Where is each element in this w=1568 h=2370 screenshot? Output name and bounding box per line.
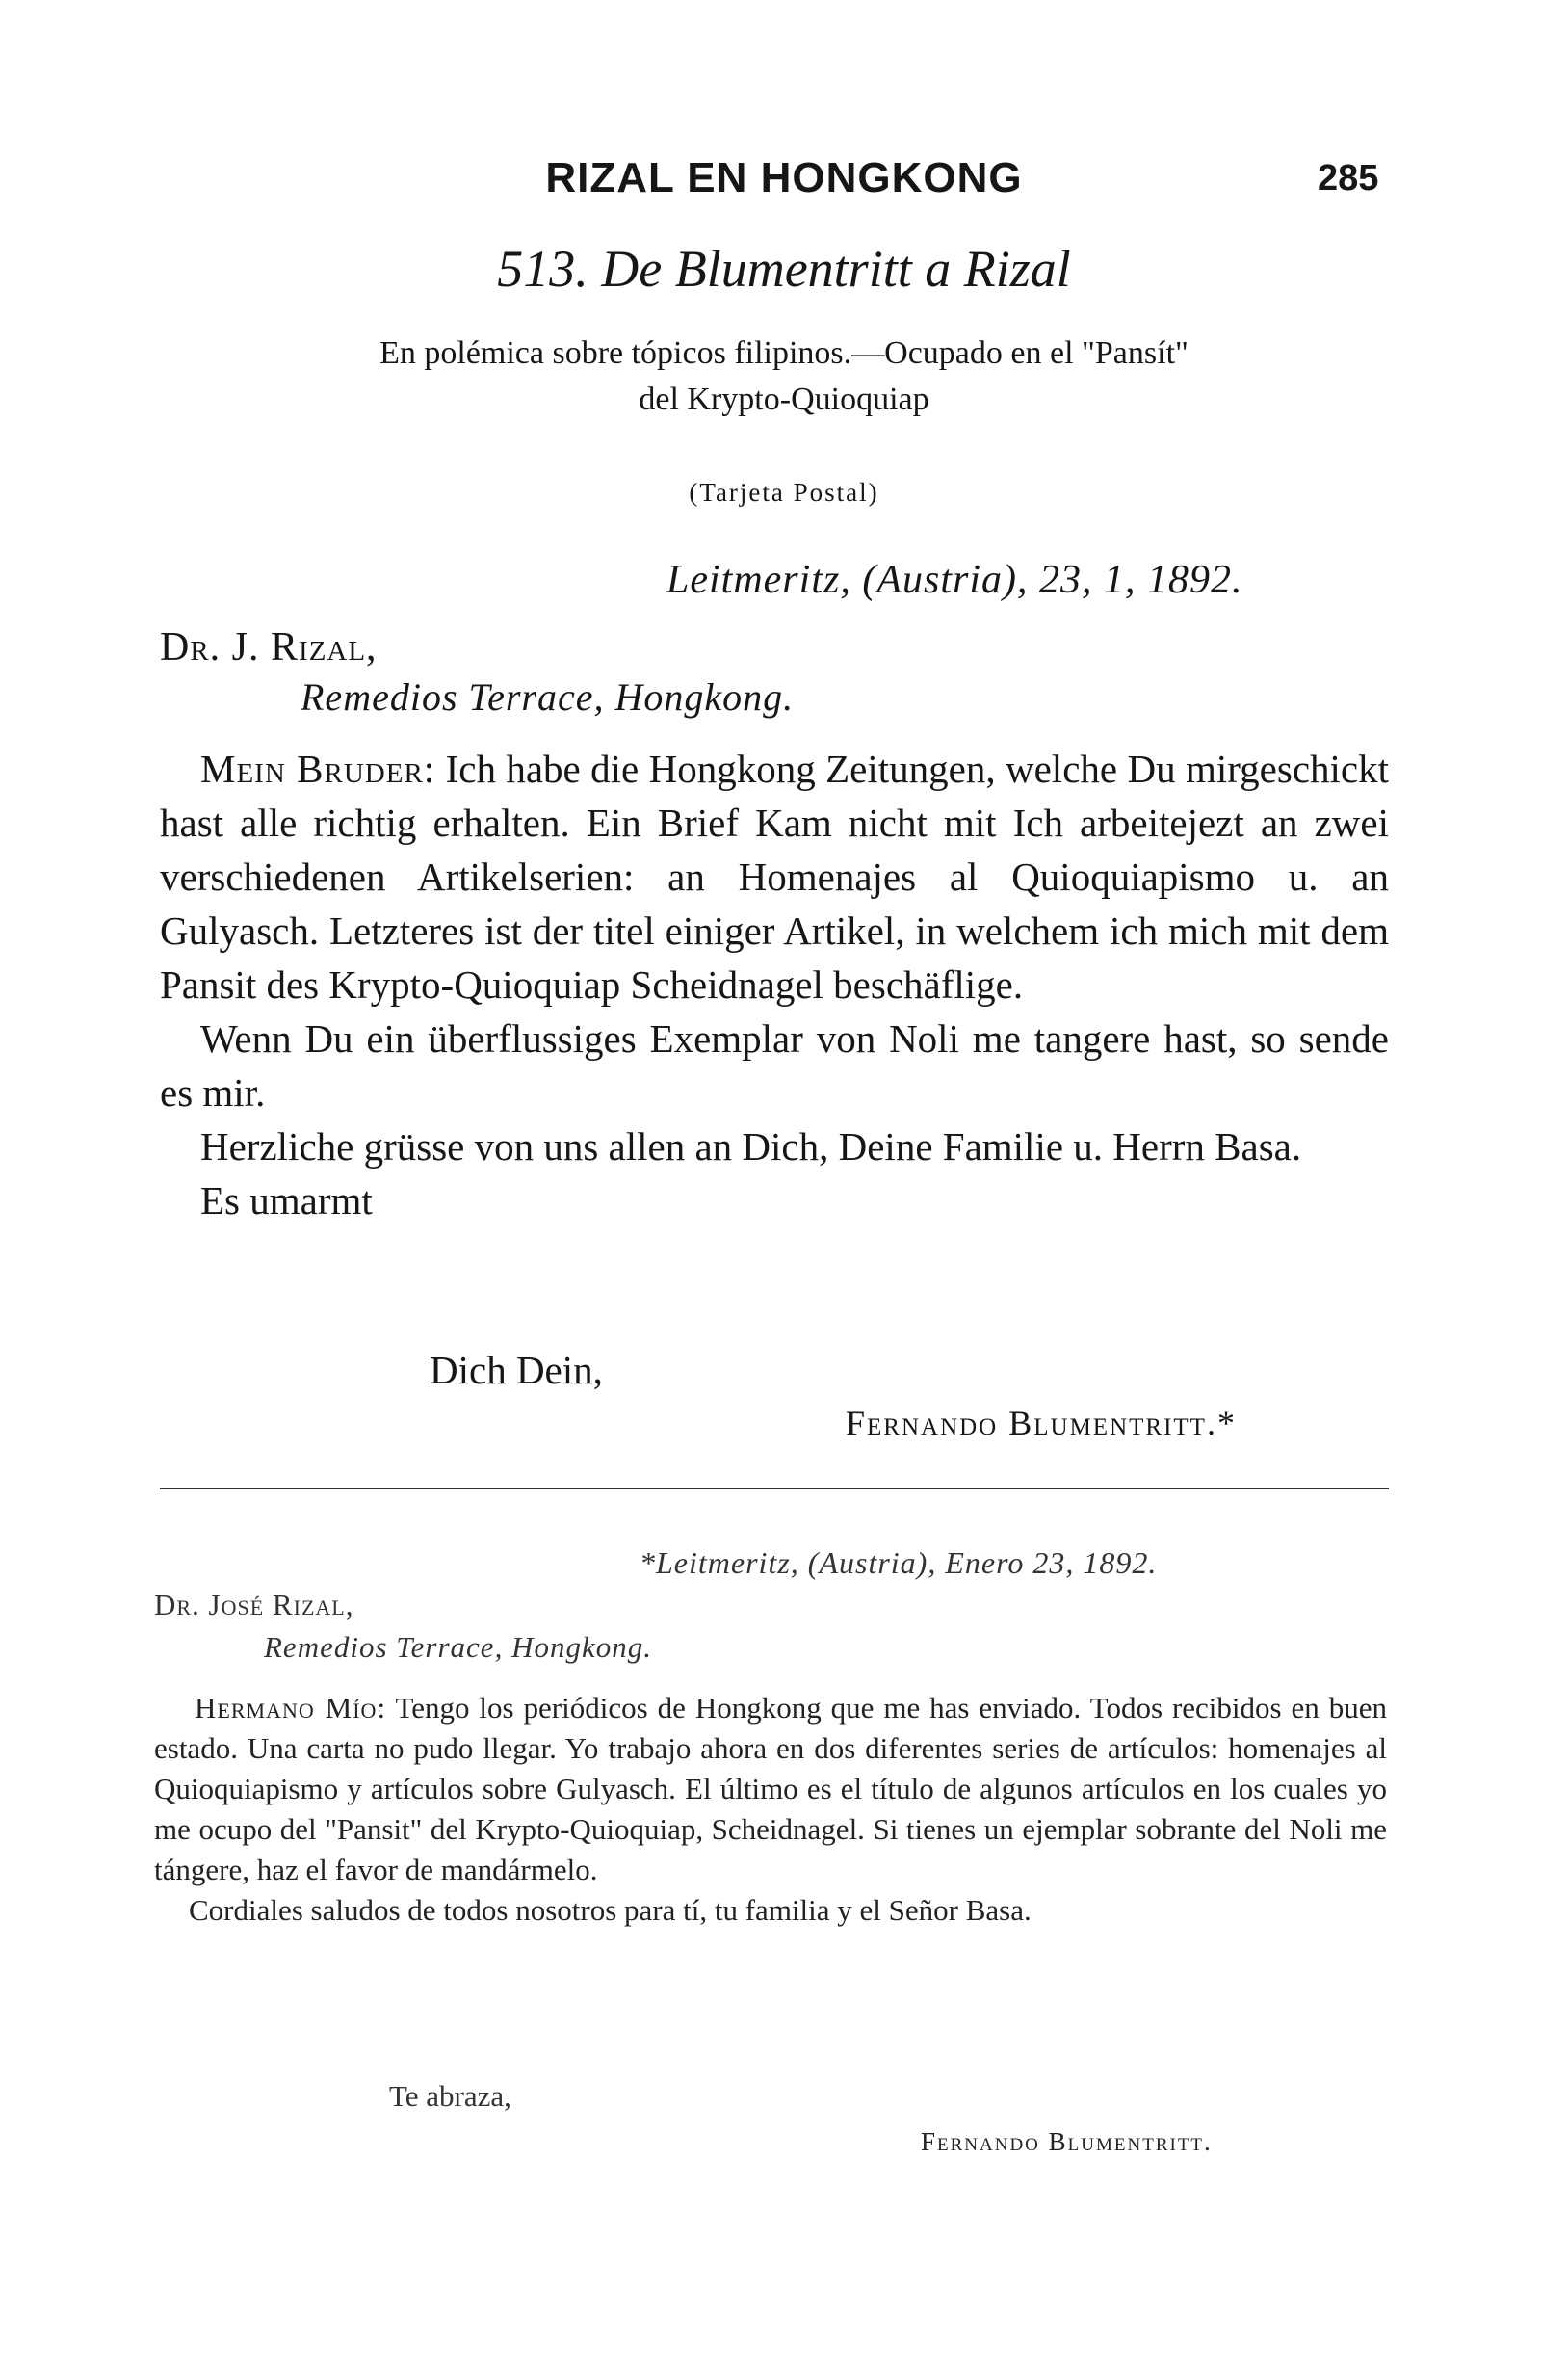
translation-paragraph: Cordiales saludos de todos nosotros para tí, tu familia y el Señor Basa.	[189, 1893, 1032, 1927]
translation-body	[154, 1688, 1387, 1931]
footnote-divider	[160, 1488, 1389, 1489]
translation-signature: Fernando Blumentritt.	[921, 2127, 1213, 2156]
closing: Dich Dein,	[430, 1348, 603, 1392]
body-text: Ich habe die Hongkong Zeitungen, welche Du mirgeschickt hast alle richtig erhalten. Ein Brief Kam nicht mit Ich arbeitejezt an zwei verschiedenen Artikelserien: an Homenajes al Quioquiapismo u. an Gulyasch. Letzteres ist der titel einiger Artikel, in welchem ich mich mit dem Pansit des Krypto-Quioquiap Scheidnagel beschäflige.	[160, 747, 1390, 1007]
body-paragraph	[160, 742, 1389, 1012]
letter-heading	[0, 239, 1568, 299]
letter-number: 513.	[497, 240, 588, 298]
running-head: RIZAL EN HONGKONG	[545, 154, 1023, 201]
addressee-address: Remedios Terrace, Hongkong.	[301, 675, 795, 719]
salutation: Mein Bruder:	[200, 747, 436, 791]
body-paragraph: Herzliche grüsse von uns allen an Dich, Deine Familie u. Herrn Basa.	[200, 1124, 1302, 1169]
signature: Fernando Blumentritt.*	[846, 1404, 1237, 1442]
letter-summary-line-1: En polémica sobre tópicos filipinos.—Ocupado en el "Pansít"	[379, 335, 1189, 371]
body-paragraph: Es umarmt	[200, 1178, 373, 1223]
letter-title: De Blumentritt a Rizal	[601, 240, 1071, 298]
translation-text: Tengo los periódicos de Hongkong que me has enviado. Todos recibidos en buen estado. Una carta no pudo llegar. Yo trabajo ahora en dos diferentes series de artículos: homenajes al Quioquiapismo y artículos sobre Gulyasch. El último es el título de algunos artículos en los cuales yo me ocupo del "Pansit" del Krypto-Quioquiap, Scheidnagel. Si tienes un ejemplar sobrante del Noli me tángere, haz el favor de mandármelo.	[154, 1691, 1387, 1886]
translation-salutation: Hermano Mío:	[195, 1691, 387, 1725]
letter-summary-line-2: del Krypto-Quioquiap	[639, 382, 929, 417]
letter-body	[160, 742, 1389, 1227]
dateline: Leitmeritz, (Austria), 23, 1, 1892.	[666, 558, 1243, 602]
translation-addressee-address: Remedios Terrace, Hongkong.	[264, 1630, 652, 1664]
translation-paragraph	[154, 1688, 1387, 1890]
page-number: 285	[1318, 158, 1379, 198]
translation-closing: Te abraza,	[389, 2079, 511, 2113]
note-type: (Tarjeta Postal)	[689, 478, 879, 507]
translation-dateline: *Leitmeritz, (Austria), Enero 23, 1892.	[640, 1545, 1158, 1580]
translation-addressee-name: Dr. José Rizal,	[154, 1588, 354, 1621]
addressee-name: Dr. J. Rizal,	[160, 625, 378, 670]
body-paragraph: Wenn Du ein überflussiges Exemplar von Noli me tangere hast, so sende es mir.	[160, 1016, 1389, 1115]
